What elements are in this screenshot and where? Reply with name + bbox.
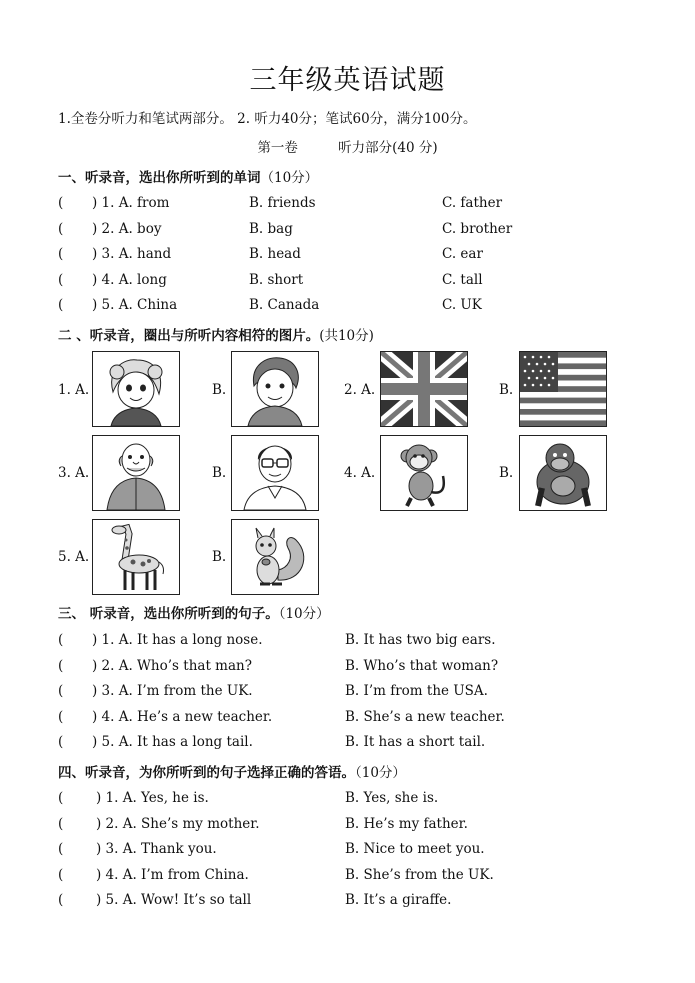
answer-blank: ( <box>58 657 64 674</box>
option-a: ) 1. A. Yes, he is. <box>96 790 209 806</box>
option-a: ) 5. A. China <box>92 297 178 314</box>
option-b: B. He’s my father. <box>345 815 468 832</box>
option-b: B. Nice to meet you. <box>345 841 485 858</box>
answer-blank: ( <box>58 195 64 211</box>
q5-option-a-label: 5. A. <box>58 549 90 565</box>
option-a: ) 2. A. boy <box>92 220 162 237</box>
q4-option-b-label: B. <box>499 465 514 481</box>
answer-blank: ( <box>58 271 64 288</box>
section4-score: （10分） <box>355 765 406 781</box>
section4-heading-text: 四、听录音，为你所听到的句子选择正确的答语。 <box>58 765 355 781</box>
section1-heading <box>58 166 318 186</box>
option-b: B. She’s from the UK. <box>345 866 494 883</box>
option-a: ) 4. A. long <box>92 271 167 288</box>
man-with-glasses-icon[interactable] <box>231 435 319 511</box>
q5-option-b-label: B. <box>212 549 227 565</box>
answer-blank: ( <box>58 892 64 909</box>
option-b: B. friends <box>249 195 316 211</box>
answer-blank: ( <box>58 815 64 832</box>
answer-blank: ( <box>58 297 64 314</box>
section4-heading <box>58 761 406 781</box>
option-b: B. It has a short tail. <box>345 734 486 751</box>
section2-heading <box>58 324 374 344</box>
monkey-icon[interactable] <box>380 435 468 511</box>
section3-heading-text: 三、 听录音，选出你所听到的句子。 <box>58 606 279 622</box>
option-b: B. She’s a new teacher. <box>345 708 505 725</box>
section1-heading-text: 一、听录音，选出你所听到的单词 <box>58 170 261 186</box>
answer-blank: ( <box>58 790 64 806</box>
volume-header <box>0 136 695 156</box>
option-b: B. It’s a giraffe. <box>345 892 452 909</box>
q3-option-a-label: 3. A. <box>58 465 90 481</box>
option-a: ) 3. A. Thank you. <box>96 841 217 858</box>
q4-option-a-label: 4. A. <box>344 465 376 481</box>
section2-score: (共10分) <box>319 328 374 344</box>
volume-name: 听力部分(40 分) <box>338 140 438 156</box>
option-b: B. head <box>249 246 301 263</box>
giraffe-icon[interactable] <box>92 519 180 595</box>
q1-option-b-label: B. <box>212 382 227 398</box>
option-a: ) 2. A. She’s my mother. <box>96 815 260 832</box>
page-title: 三年级英语试题 <box>249 65 446 96</box>
answer-blank: ( <box>58 708 64 725</box>
option-a: ) 4. A. He’s a new teacher. <box>92 708 273 725</box>
answer-blank: ( <box>58 841 64 858</box>
q1-option-a-label: 1. A. <box>58 382 90 398</box>
section1-score: （10分） <box>260 170 319 186</box>
answer-blank: ( <box>58 683 64 700</box>
option-c: C. tall <box>442 271 483 288</box>
option-a: ) 5. A. Wow! It’s so tall <box>96 892 252 909</box>
option-b: B. bag <box>249 220 293 237</box>
option-a: ) 3. A. hand <box>92 246 172 263</box>
option-c: C. ear <box>442 246 483 263</box>
option-b: B. Who’s that woman? <box>345 657 499 674</box>
option-a: ) 3. A. I’m from the UK. <box>92 683 253 700</box>
girl-icon[interactable] <box>92 351 180 427</box>
old-man-icon[interactable] <box>92 435 180 511</box>
option-a: ) 2. A. Who’s that man? <box>92 657 252 674</box>
q2-option-b-label: B. <box>499 382 514 398</box>
q2-option-a-label: 2. A. <box>344 382 376 398</box>
option-b: B. Canada <box>249 297 320 314</box>
q3-option-b-label: B. <box>212 465 227 481</box>
option-b: B. Yes, she is. <box>345 790 439 806</box>
answer-blank: ( <box>58 220 64 237</box>
option-c: C. UK <box>442 297 482 314</box>
option-b: B. short <box>249 271 304 288</box>
answer-blank: ( <box>58 632 64 648</box>
option-a: ) 1. A. It has a long nose. <box>92 632 263 648</box>
section3-heading <box>58 602 330 622</box>
squirrel-icon[interactable] <box>231 519 319 595</box>
usa-flag-icon[interactable] <box>519 351 607 427</box>
option-c: C. father <box>442 195 503 211</box>
option-b: B. I’m from the USA. <box>345 683 488 700</box>
option-a: ) 1. A. from <box>92 195 170 211</box>
option-c: C. brother <box>442 220 513 237</box>
answer-blank: ( <box>58 866 64 883</box>
uk-flag-icon[interactable] <box>380 351 468 427</box>
option-a: ) 5. A. It has a long tail. <box>92 734 253 751</box>
option-b: B. It has two big ears. <box>345 632 496 648</box>
answer-blank: ( <box>58 734 64 751</box>
section2-heading-text: 二 、听录音，圈出与所听内容相符的图片。 <box>58 328 320 344</box>
boy-icon[interactable] <box>231 351 319 427</box>
section3-score: （10分） <box>278 606 330 622</box>
exam-instructions: 1.全卷分听力和笔试两部分。 2. 听力40分；笔试60分，满分100分。 <box>58 111 477 127</box>
gorilla-icon[interactable] <box>519 435 607 511</box>
volume-part: 第一卷 <box>257 140 298 156</box>
option-a: ) 4. A. I’m from China. <box>96 866 249 883</box>
answer-blank: ( <box>58 246 64 263</box>
